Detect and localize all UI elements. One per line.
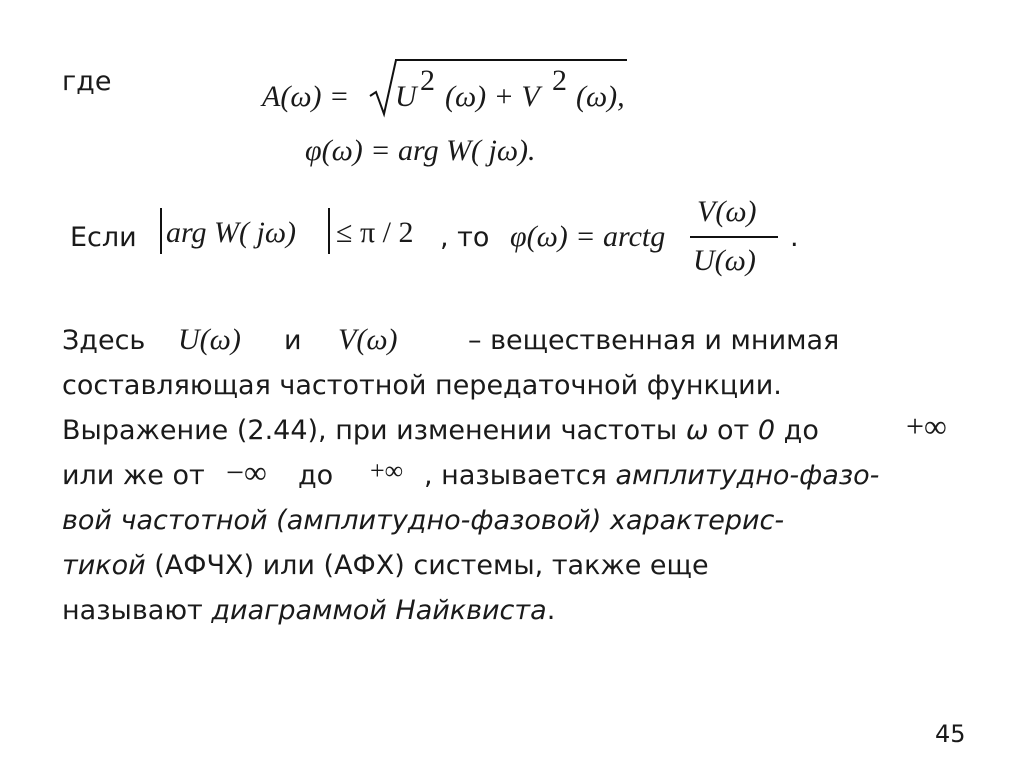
nyquist-term: диаграммой Найквиста (211, 595, 547, 626)
then-label: , то (440, 222, 490, 253)
sqrt-overline (395, 59, 627, 61)
abs-bar-right (328, 208, 330, 254)
period: . (790, 222, 799, 253)
zero-value: 0 (757, 415, 776, 446)
abs-bar-left (160, 208, 162, 254)
paragraph-line-5: вой частотной (амплитудно-фазовой) характерис- (62, 505, 785, 536)
here-label: Здесь (62, 325, 146, 356)
if-label: Если (70, 222, 137, 253)
omega-symbol: ω (685, 415, 709, 446)
paragraph-line-4-rest (424, 462, 879, 489)
condition-rhs: ≤ π / 2 (336, 216, 414, 249)
paragraph-line-1 (62, 327, 145, 354)
arctg-formula: φ(ω) = arctg (510, 220, 666, 253)
line3-to: до (775, 415, 819, 446)
amplitude-sup2: 2 (552, 64, 567, 97)
term-afchh-part1: амплитудно-фазо- (615, 460, 880, 491)
V-symbol: V(ω) (338, 323, 398, 356)
line4-start: или же от (62, 460, 205, 491)
fraction-line (690, 236, 778, 238)
minus-infinity: −∞ (226, 454, 267, 490)
and-label: и (284, 325, 302, 356)
line7-period: . (546, 595, 556, 626)
line1-rest: – вещественная и мнимая (468, 325, 840, 356)
paragraph-line-7 (62, 597, 555, 624)
condition-arg: arg W( jω) (166, 216, 297, 249)
paragraph-line-2: составляющая частотной передаточной функции. (62, 370, 782, 401)
amplitude-mid: (ω) + V (445, 80, 540, 113)
amplitude-end: (ω), (576, 80, 625, 113)
paragraph-line-3 (62, 417, 819, 444)
fraction-numerator: V(ω) (697, 195, 757, 228)
line3-text: Выражение (2.44), при изменении частоты (62, 415, 686, 446)
paragraph-line-6 (62, 552, 709, 579)
amplitude-U: U (395, 80, 417, 113)
line7-text: называют (62, 595, 212, 626)
amplitude-lhs: A(ω) = (262, 80, 350, 113)
page-number: 45 (935, 720, 966, 748)
plus-infinity-1: +∞ (906, 408, 947, 444)
sqrt-sign (368, 58, 398, 118)
fraction-denominator: U(ω) (693, 244, 756, 277)
line4-to: до (298, 460, 334, 491)
U-symbol: U(ω) (178, 323, 241, 356)
line4-called: , называется (424, 460, 616, 491)
where-label: где (62, 66, 112, 97)
line3-from: от (708, 415, 758, 446)
line6-rest: (АФЧХ) или (АФХ) системы, также еще (145, 550, 709, 581)
term-afchh-part3: тикой (62, 550, 146, 581)
phase-formula: φ(ω) = arg W( jω). (305, 134, 536, 167)
amplitude-sup1: 2 (420, 64, 435, 97)
plus-infinity-2: +∞ (370, 456, 404, 485)
